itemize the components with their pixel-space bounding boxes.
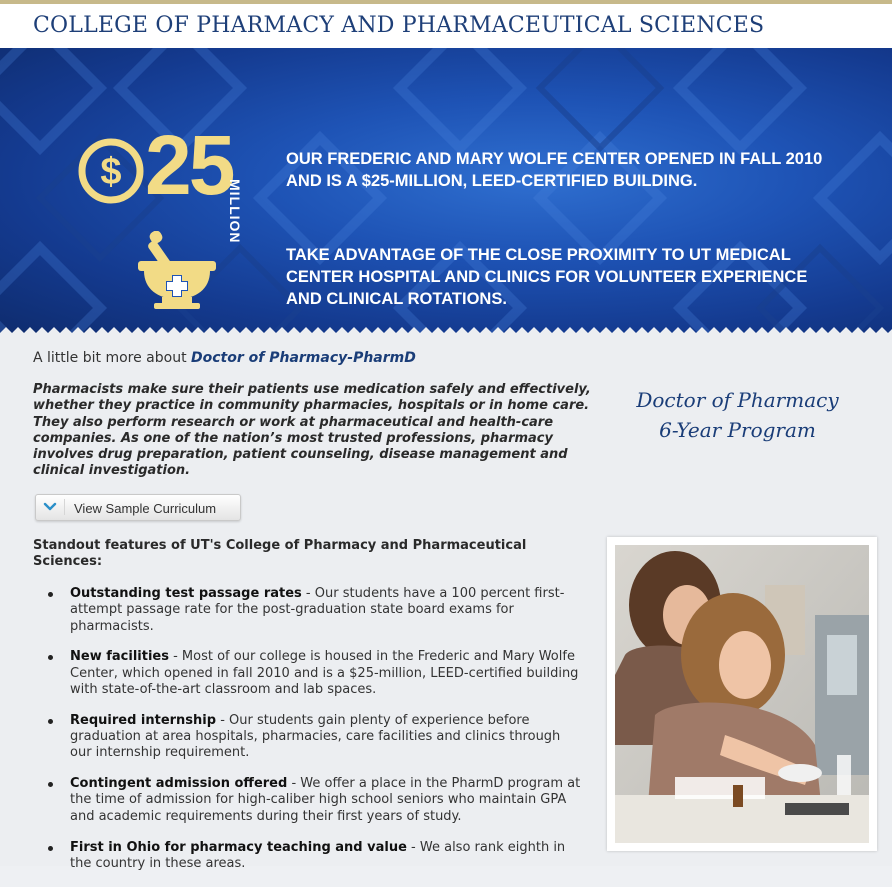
banner-fact-2: TAKE ADVANTAGE OF THE CLOSE PROXIMITY TO UT MEDICAL CENTER HOSPITAL AND CLINICS FOR VOLUNTEER EXPERIENCE AND CLINICAL ROTATIONS. — [286, 246, 808, 308]
hero-banner — [0, 48, 892, 338]
list-item — [33, 586, 583, 635]
feature-title: New facilities — [70, 649, 169, 665]
program-description: Pharmacists make sure their patients use medication safely and effectively, whether they practice in community pharmacies, hospitals or in home care. They also perform research or work at pharmaceutical and health-care companies. As one of the nation’s most trusted professions, pharmacy involves drug preparation, patient counseling, disease management and clinical investigation. — [33, 382, 591, 479]
list-item — [33, 840, 583, 873]
million-label: MILLION — [227, 179, 243, 244]
feature-title: Outstanding test passage rates — [70, 586, 302, 601]
svg-text:$: $ — [100, 151, 122, 193]
side-title-line-2: 6-Year Program — [659, 418, 816, 442]
bullet-icon — [48, 782, 53, 787]
feature-text: - Our students have a 100 percent first-attempt passage rate for the post-graduation state board exams for pharmacists. — [70, 586, 565, 634]
list-item — [33, 713, 583, 762]
bullet-icon — [48, 846, 53, 851]
intro-prefix: A little bit more about — [33, 350, 187, 366]
list-item — [33, 649, 583, 698]
program-intro-line — [33, 350, 416, 366]
banner-fact-1: OUR FREDERIC AND MARY WOLFE CENTER OPENED IN FALL 2010 AND IS A $25-MILLION, LEED-CERTIFIED BUILDING. — [286, 150, 823, 190]
side-program-title — [610, 385, 865, 445]
feature-text: - We offer a place in the PharmD program at the time of admission for high-caliber high school seniors who maintain GPA and academic requirements during their first years of study. — [70, 776, 581, 824]
side-title-line-1: Doctor of Pharmacy — [636, 388, 839, 412]
page-header — [0, 0, 892, 48]
banner-zigzag-edge — [0, 327, 892, 338]
features-heading: Standout features of UT's College of Pharmacy and Pharmaceutical Sciences: — [33, 538, 527, 569]
list-item — [33, 776, 583, 825]
feature-title: First in Ohio for pharmacy teaching and value — [70, 839, 407, 855]
feature-text: - Most of our college is housed in the Frederic and Mary Wolfe Center, which opened in fall 2010 and is a $25-million, LEED-certified building with state-of-the-art classroom and lab spaces. — [70, 649, 579, 697]
college-title: COLLEGE OF PHARMACY AND PHARMACEUTICAL SCIENCES — [33, 13, 765, 38]
view-curriculum-button[interactable] — [35, 494, 241, 521]
bullet-icon — [48, 592, 53, 597]
feature-title: Contingent admission offered — [70, 776, 288, 792]
chevron-down-icon — [42, 499, 65, 515]
curriculum-button-label: View Sample Curriculum — [74, 501, 217, 516]
feature-title: Required internship — [70, 712, 217, 728]
students-lab-photo — [615, 545, 869, 843]
feature-text: - We also rank eighth in the country in these areas. — [70, 839, 566, 871]
bullet-icon — [48, 719, 53, 724]
feature-text: - Our students gain plenty of experience before graduation at area hospitals, pharmacies, care facilities and clinics through our internship requirement. — [70, 712, 561, 761]
big-number: 25 — [145, 118, 233, 212]
features-list — [33, 586, 583, 887]
photo-frame — [607, 537, 877, 851]
program-name: Doctor of Pharmacy-PharmD — [191, 350, 416, 366]
mortar-pestle-icon — [134, 231, 220, 315]
dollar-icon — [78, 138, 144, 204]
bullet-icon — [48, 655, 53, 660]
